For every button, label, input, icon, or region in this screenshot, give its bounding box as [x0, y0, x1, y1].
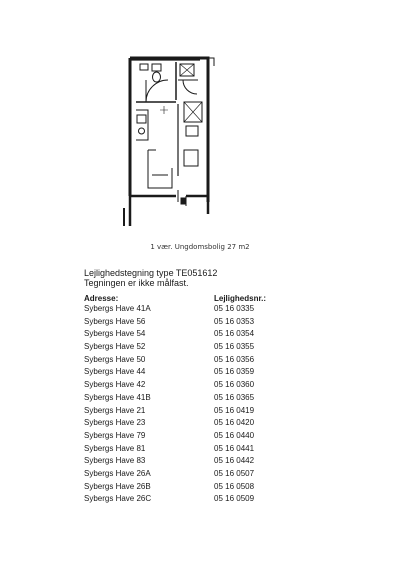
table-row	[84, 405, 304, 418]
drawing-type-line: Lejlighedstegning type TE051612	[84, 268, 218, 278]
unit-number-cell: 05 16 0441	[214, 443, 255, 453]
table-row	[84, 379, 304, 392]
address-table	[84, 294, 304, 506]
address-cell: Sybergs Have 54	[84, 329, 146, 339]
unit-number-cell: 05 16 0509	[214, 494, 255, 504]
address-cell: Sybergs Have 41B	[84, 392, 151, 402]
table-row	[84, 303, 304, 316]
unit-number-cell: 05 16 0442	[214, 456, 255, 466]
address-cell: Sybergs Have 44	[84, 367, 146, 377]
address-cell: Sybergs Have 56	[84, 316, 146, 326]
unit-column-header: Lejlighedsnr.:	[214, 294, 267, 303]
address-cell: Sybergs Have 26A	[84, 468, 151, 478]
table-row	[84, 366, 304, 379]
address-cell: Sybergs Have 52	[84, 342, 146, 352]
address-cell: Sybergs Have 50	[84, 354, 146, 364]
address-cell: Sybergs Have 79	[84, 430, 146, 440]
address-cell: Sybergs Have 42	[84, 380, 146, 390]
table-body	[84, 303, 304, 506]
unit-number-cell: 05 16 0355	[214, 342, 255, 352]
address-cell: Sybergs Have 83	[84, 456, 146, 466]
unit-number-cell: 05 16 0419	[214, 405, 255, 415]
unit-number-cell: 05 16 0360	[214, 380, 255, 390]
address-cell: Sybergs Have 26B	[84, 481, 151, 491]
unit-number-cell: 05 16 0356	[214, 354, 255, 364]
unit-number-cell: 05 16 0359	[214, 367, 255, 377]
unit-number-cell: 05 16 0354	[214, 329, 255, 339]
address-column-header: Adresse:	[84, 294, 119, 303]
unit-number-cell: 05 16 0335	[214, 304, 255, 313]
table-row	[84, 455, 304, 468]
unit-number-cell: 05 16 0420	[214, 418, 255, 428]
document-heading	[84, 268, 217, 288]
unit-number-cell: 05 16 0353	[214, 316, 255, 326]
table-row	[84, 392, 304, 405]
floor-plan-drawing	[0, 0, 400, 240]
unit-number-cell: 05 16 0440	[214, 430, 255, 440]
table-row	[84, 481, 304, 494]
unit-number-cell: 05 16 0365	[214, 392, 255, 402]
unit-number-cell: 05 16 0507	[214, 468, 255, 478]
table-row	[84, 341, 304, 354]
plan-caption: 1 vær. Ungdomsbolig 27 m2	[150, 243, 250, 251]
table-row	[84, 493, 304, 506]
address-cell: Sybergs Have 21	[84, 405, 146, 415]
address-cell: Sybergs Have 81	[84, 443, 146, 453]
address-cell: Sybergs Have 23	[84, 418, 146, 428]
table-row	[84, 354, 304, 367]
table-row	[84, 316, 304, 329]
table-row	[84, 468, 304, 481]
table-row	[84, 417, 304, 430]
address-cell: Sybergs Have 26C	[84, 494, 152, 504]
unit-number-cell: 05 16 0508	[214, 481, 255, 491]
table-row	[84, 430, 304, 443]
table-row	[84, 443, 304, 456]
address-cell: Sybergs Have 41A	[84, 304, 151, 313]
table-header	[84, 294, 304, 303]
table-row	[84, 328, 304, 341]
not-to-scale-note: Tegningen er ikke målfast.	[84, 278, 189, 288]
